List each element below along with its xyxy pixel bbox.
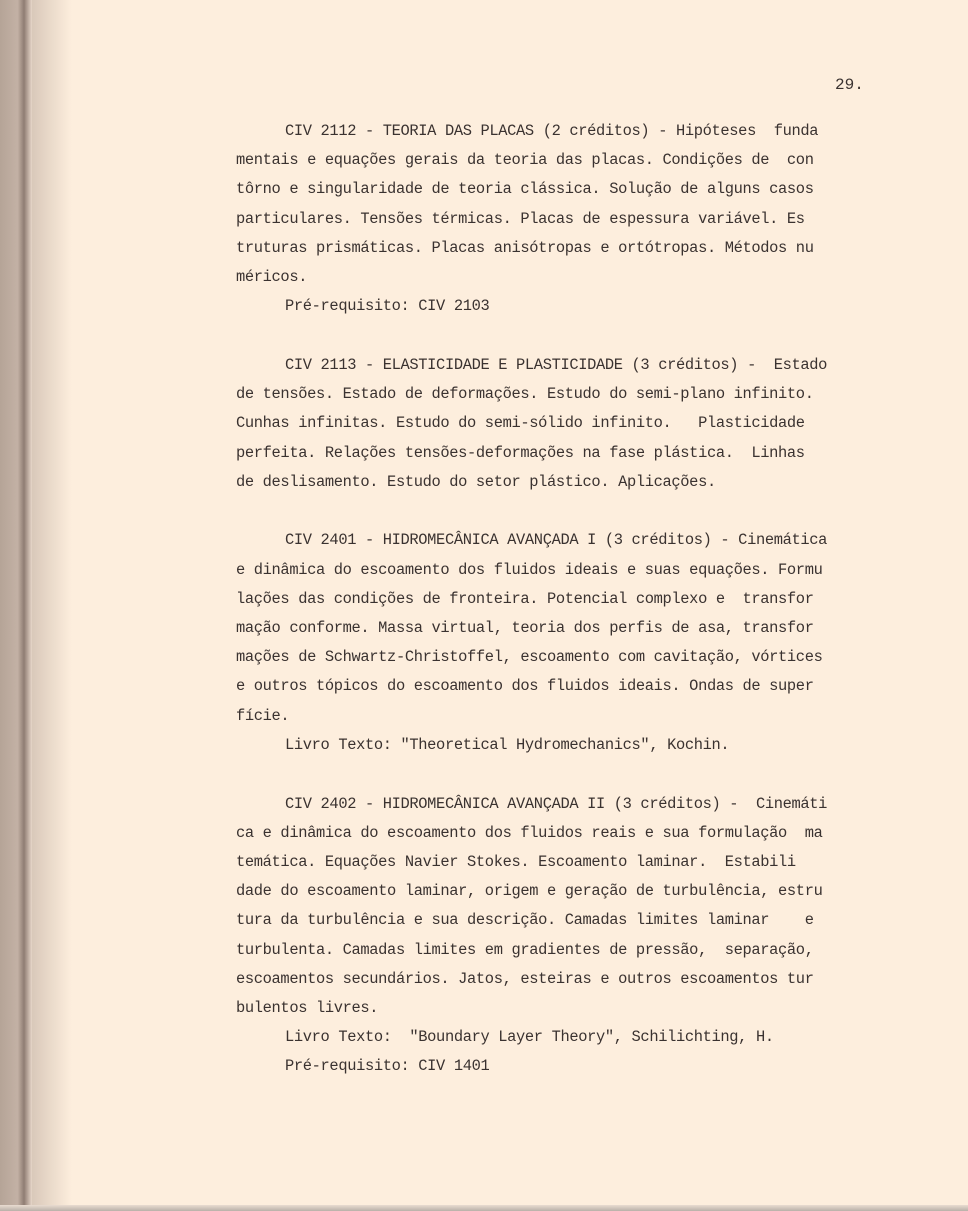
course-entry	[236, 351, 868, 497]
course-description-line: de tensões. Estado de deformações. Estudo do semi-plano infinito.	[236, 385, 814, 404]
course-description-line: dade do escoamento laminar, origem e geração de turbulência, estru	[236, 882, 823, 901]
course-description-line: lações das condições de fronteira. Potencial complexo e transfor	[236, 589, 814, 608]
course-heading: CIV 2112 - TEORIA DAS PLACAS (2 créditos) - Hipóteses funda	[285, 122, 819, 140]
course-heading: CIV 2401 - HIDROMECÂNICA AVANÇADA I (3 créditos) - Cinemática	[285, 531, 828, 550]
course-description-line: escoamentos secundários. Jatos, esteiras e outros escoamentos tur	[236, 969, 814, 988]
course-description-line: méricos.	[236, 268, 308, 287]
page-bottom-edge	[0, 1205, 968, 1211]
course-entry	[236, 526, 868, 760]
prerequisite-note: Pré-requisito: CIV 1401	[285, 1057, 490, 1076]
course-description-line: mações de Schwartz-Christoffel, escoamento com cavitação, vórtices	[236, 648, 823, 667]
prerequisite-note: Pré-requisito: CIV 2103	[285, 297, 490, 316]
course-entry	[236, 117, 868, 321]
book-binding	[0, 0, 32, 1211]
course-description-line: e dinâmica do escoamento dos fluidos ideais e suas equações. Formu	[236, 560, 823, 579]
course-description-line: bulentos livres.	[236, 998, 379, 1017]
textbook-note: Livro Texto: "Boundary Layer Theory", Schilichting, H.	[285, 1028, 774, 1047]
course-description-line: tôrno e singularidade de teoria clássica. Solução de alguns casos	[236, 180, 814, 199]
course-heading: CIV 2402 - HIDROMECÂNICA AVANÇADA II (3 créditos) - Cinemáti	[285, 794, 828, 813]
course-description-line: Cunhas infinitas. Estudo do semi-sólido infinito. Plasticidade	[236, 414, 805, 433]
course-description-line: e outros tópicos do escoamento dos fluidos ideais. Ondas de super	[236, 677, 814, 696]
binding-shadow	[32, 0, 72, 1211]
course-description-line: particulares. Tensões térmicas. Placas de espessura variável. Es	[236, 209, 805, 228]
course-entry	[236, 790, 868, 1082]
course-description-line: turbulenta. Camadas limites em gradientes de pressão, separação,	[236, 940, 814, 959]
course-description-line: de deslisamento. Estudo do setor plástico. Aplicações.	[236, 472, 716, 491]
page-number: 29.	[835, 76, 864, 94]
course-description-line: perfeita. Relações tensões-deformações na fase plástica. Linhas	[236, 443, 805, 462]
course-heading: CIV 2113 - ELASTICIDADE E PLASTICIDADE (3 créditos) - Estado	[285, 355, 828, 374]
course-descriptions	[236, 117, 868, 1111]
textbook-note: Livro Texto: "Theoretical Hydromechanics", Kochin.	[285, 735, 730, 754]
course-description-line: fície.	[236, 706, 290, 725]
course-description-line: temática. Equações Navier Stokes. Escoamento laminar. Estabili	[236, 852, 796, 871]
course-description-line: mação conforme. Massa virtual, teoria dos perfis de asa, transfor	[236, 619, 814, 638]
course-description-line: ca e dinâmica do escoamento dos fluidos reais e sua formulação ma	[236, 823, 823, 842]
course-description-line: mentais e equações gerais da teoria das placas. Condições de con	[236, 151, 814, 170]
course-description-line: tura da turbulência e sua descrição. Camadas limites laminar e	[236, 911, 814, 930]
course-description-line: truturas prismáticas. Placas anisótropas e ortótropas. Métodos nu	[236, 238, 814, 257]
